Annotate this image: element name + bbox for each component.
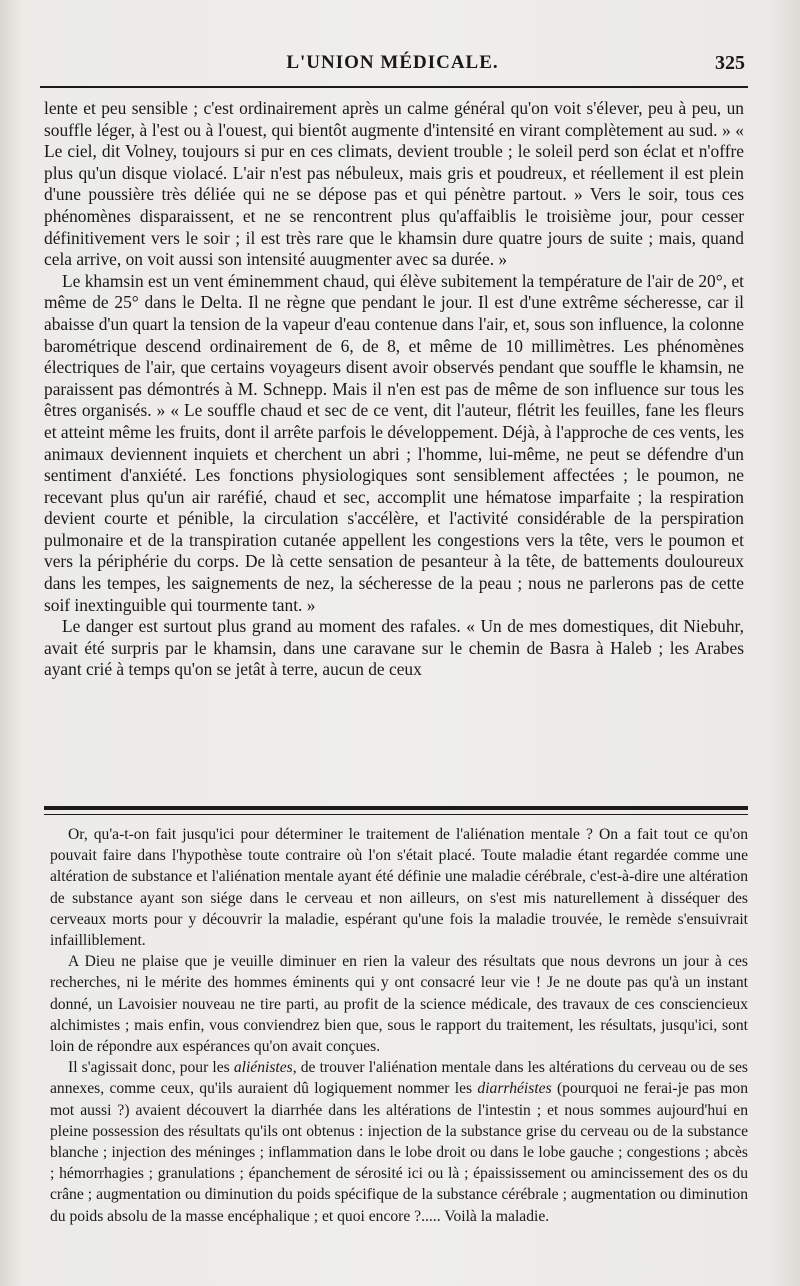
footnote-italic-term: diarrhéistes xyxy=(477,1080,552,1098)
running-title: L'UNION MÉDICALE. xyxy=(286,52,499,73)
footnote-separator xyxy=(44,806,748,815)
body-paragraph: Le danger est surtout plus grand au moment des rafales. « Un de mes domestiques, dit Niebuhr, avait été surpris par le khamsin, dans une caravane sur le chemin de Basra à Haleb ; les Arabes ayant crié à temps qu'on se jetât à terre, aucun de ceux xyxy=(44,616,744,680)
footnote-paragraph xyxy=(50,1057,748,1227)
footnote-text-run: (pourquoi ne ferai-je pas mon mot aussi ?) avaient découvert la diarrhée dans les altérations de l'intestin ; et nous sommes aujourd'hui en pleine possession des résultats qu'ils ont obtenus : injection de la substance grise du cerveau ou de la substance blanche ; injection des méninges ; inflammation dans le lobe droit ou dans le lobe gauche ; congestions ; abcès ; hémorrhagies ; granulations ; épanchement de sérosité ici ou là ; épaississement ou amincissement des os du crâne ; augmentation ou diminution du poids spécifique de la substance cérébrale ; augmentation ou diminution du poids absolu de la masse encéphalique ; et quoi encore ?..... Voilà la maladie. xyxy=(50,1080,748,1225)
footnote-paragraph xyxy=(50,951,748,1057)
page-header xyxy=(40,48,745,84)
footnote-italic-term: aliénistes xyxy=(233,1059,293,1077)
body-paragraph: Le khamsin est un vent éminemment chaud, qui élève subitement la température de l'air de 20°, et même de 25° dans le Delta. Il ne règne que pendant le jour. Il est d'une extrême sécheresse, car il abaisse d'un quart la tension de la vapeur d'eau contenue dans l'air, et, sous son influence, la colonne barométrique descend ordinairement de 6, de 8, et même de 10 millimètres. Les phénomènes électriques de l'air, que certains voyageurs disent avoir observés pendant que souffle le khamsin, ne paraissent pas démontrés à M. Schnepp. Mais il n'en est pas de même de son influence sur tous les êtres organisés. » « Le souffle chaud et sec de ce vent, dit l'auteur, flétrit les feuilles, fane les fleurs et atteint même les fruits, dont il arrête parfois le développement. Déjà, à l'approche de ces vents, les animaux deviennent inquiets et cherchent un abri ; l'homme, lui-même, ne peut se défendre d'un sentiment d'anxiété. Les fonctions physiologiques sont sensiblement affectées ; le poumon, ne recevant plus qu'un air raréfié, chaud et sec, accomplit une hématose imparfaite ; la respiration devient courte et pénible, la circulation s'accélère, et l'activité considérable de la perspiration pulmonaire et de la transpiration cutanée appellent les congestions vers la tête, vers le poumon et vers la périphérie du corps. De là cette sensation de pesanteur à la tête, de battements douloureux dans les tempes, les saignements de nez, la sécheresse de la peau ; nous ne parlerons pas de cette soif inextinguible qui tourmente tant. » xyxy=(44,270,744,615)
page-number: 325 xyxy=(715,52,745,74)
footnote-paragraph xyxy=(50,824,748,951)
footnote-text-run: , de trouver l'aliénation mentale dans les altérations du cerveau ou de ses annexes, comme ceux, qu'ils auraient dû logiquement nommer les xyxy=(50,1059,748,1098)
main-text xyxy=(44,98,744,681)
body-paragraph: lente et peu sensible ; c'est ordinairement après un calme général qu'on voit s'élever, peu à peu, un souffle léger, à l'est ou à l'ouest, qui bientôt augmente d'intensité en virant complètement au sud. » « Le ciel, dit Volney, toujours si pur en ces climats, devient trouble ; le soleil perd son éclat et n'offre plus qu'un disque violacé. L'air n'est pas nébuleux, mais gris et poudreux, et réellement il est plein d'une poussière très déliée qui ne se dépose pas et qui pénètre partout. » Vers le soir, tous ces phénomènes disparaissent, et ne se rencontrent plus qu'affaiblis le troisième jour, pour cesser définitivement vers le soir ; il est très rare que le khamsin dure quatre jours de suite ; mais, quand cela arrive, on voit aussi son intensité auugmenter avec sa durée. » xyxy=(44,98,744,270)
footnote-text-run: A Dieu ne plaise que je veuille diminuer en rien la valeur des résultats que nous devrons un jour à ces recherches, ni le mérite des hommes éminents qui y ont consacré leur vie ! Je ne doute pas qu'à un instant donné, un Lavoisier nouveau ne tire parti, au profit de la science médicale, des travaux de ces consciencieux alchimistes ; mais enfin, vous conviendrez bien que, sous le rapport du traitement, les résultats, jusqu'ici, sont loin de répondre aux espérances qu'on avait conçues. xyxy=(50,953,748,1056)
footnote-text xyxy=(50,824,748,1227)
footnote-text-run: Il s'agissait donc, pour les xyxy=(68,1059,234,1077)
footnote-text-run: Or, qu'a-t-on fait jusqu'ici pour déterminer le traitement de l'aliénation mentale ? On a fait tout ce qu'on pouvait faire dans l'hypothèse toute contraire où l'on s'était placé. Toute maladie étant regardée comme une altération de substance et l'aliénation mentale ayant été définie une maladie cérébrale, c'est-à-dire une altération de substance ayant son siége dans le cerveau et non ailleurs, on s'est mis naturellement à disséquer des cerveaux morts pour y découvrir la maladie, espérant qu'une fois la maladie trouvée, le remède s'ensuivrait infailliblement. xyxy=(50,826,748,950)
header-rule xyxy=(40,86,748,88)
